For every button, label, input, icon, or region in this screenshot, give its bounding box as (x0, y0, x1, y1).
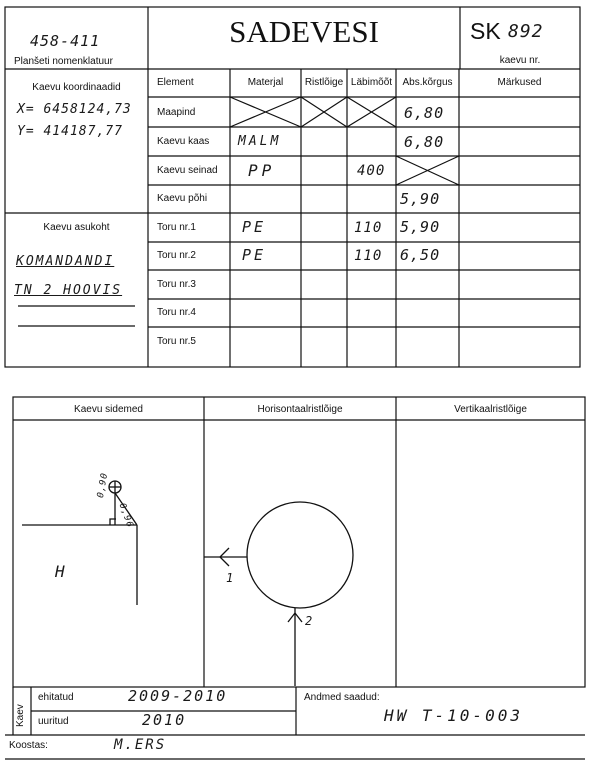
row-height: 6,80 (404, 133, 445, 151)
coord-y: Y= 414187,77 (17, 124, 123, 139)
col-header-material: Materjal (247, 77, 284, 88)
sketch-distance-1: 0,90 (96, 471, 111, 499)
horizontal-section (204, 502, 353, 686)
coord-x: X= 6458124,73 (17, 102, 132, 117)
row-element: Toru nr.2 (157, 250, 196, 261)
pipe-1-label: 1 (226, 571, 235, 585)
row-element: Kaevu seinad (157, 165, 218, 176)
row-height: 5,90 (400, 218, 441, 236)
well-number-label: kaevu nr. (499, 55, 541, 66)
well-number: 892 (508, 21, 544, 42)
built-label: ehitatud (38, 692, 74, 703)
location-label: Kaevu asukoht (43, 222, 110, 233)
row-height: 6,50 (400, 246, 441, 264)
built-value: 2009-2010 (128, 687, 228, 705)
col-ties-title: Kaevu sidemed (74, 404, 143, 415)
sketch-building-label: H (55, 562, 66, 581)
well-prefix: SK (470, 18, 501, 44)
surveyed-label: uuritud (38, 716, 69, 727)
author-label: Koostas: (9, 740, 48, 751)
row-material: MALM (238, 134, 282, 149)
sketch-distance-2: 0,96 (116, 502, 135, 530)
col-horizontal-title: Horisontaalristlõige (257, 404, 343, 415)
col-header-cross-section: Ristlõige (304, 77, 344, 88)
row-element: Toru nr.5 (157, 336, 196, 347)
surveyed-value: 2010 (142, 711, 187, 729)
row-element: Kaevu põhi (157, 193, 208, 204)
ties-sketch (22, 481, 137, 605)
author-value: M.ERS (114, 737, 167, 753)
row-element: Maapind (157, 107, 196, 118)
location-line-1: KOMANDANDI (16, 254, 115, 269)
well-side-label: Kaev (15, 704, 26, 727)
data-source-label: Andmed saadud: (304, 692, 380, 703)
col-vertical-title: Vertikaalristlõige (454, 404, 527, 415)
row-material: PE (242, 218, 267, 236)
row-height: 6,80 (404, 104, 445, 122)
col-header-notes: Märkused (497, 77, 542, 88)
row-element: Toru nr.4 (157, 307, 196, 318)
row-element: Toru nr.3 (157, 279, 196, 290)
row-material: PP (248, 161, 276, 180)
row-material: PE (242, 246, 267, 264)
col-header-element: Element (157, 77, 194, 88)
row-diameter: 110 (354, 248, 383, 264)
row-element: Toru nr.1 (157, 222, 196, 233)
col-header-abs-height: Abs.kõrgus (402, 77, 453, 88)
document-title: SADEVESI (229, 14, 379, 49)
coords-label: Kaevu koordinaadid (32, 82, 121, 93)
sheet-label: Planšeti nomenklatuur (14, 56, 113, 67)
col-header-diameter: Läbimõõt (350, 77, 393, 88)
row-diameter: 110 (354, 220, 383, 236)
data-source-value: HW T-10-003 (384, 706, 523, 725)
row-diameter: 400 (357, 163, 386, 179)
row-element: Kaevu kaas (157, 136, 210, 147)
sheet-number: 458-411 (30, 32, 101, 50)
row-height: 5,90 (400, 190, 441, 208)
location-line-2: TN 2 HOOVIS (14, 283, 123, 298)
pipe-2-label: 2 (305, 614, 314, 628)
